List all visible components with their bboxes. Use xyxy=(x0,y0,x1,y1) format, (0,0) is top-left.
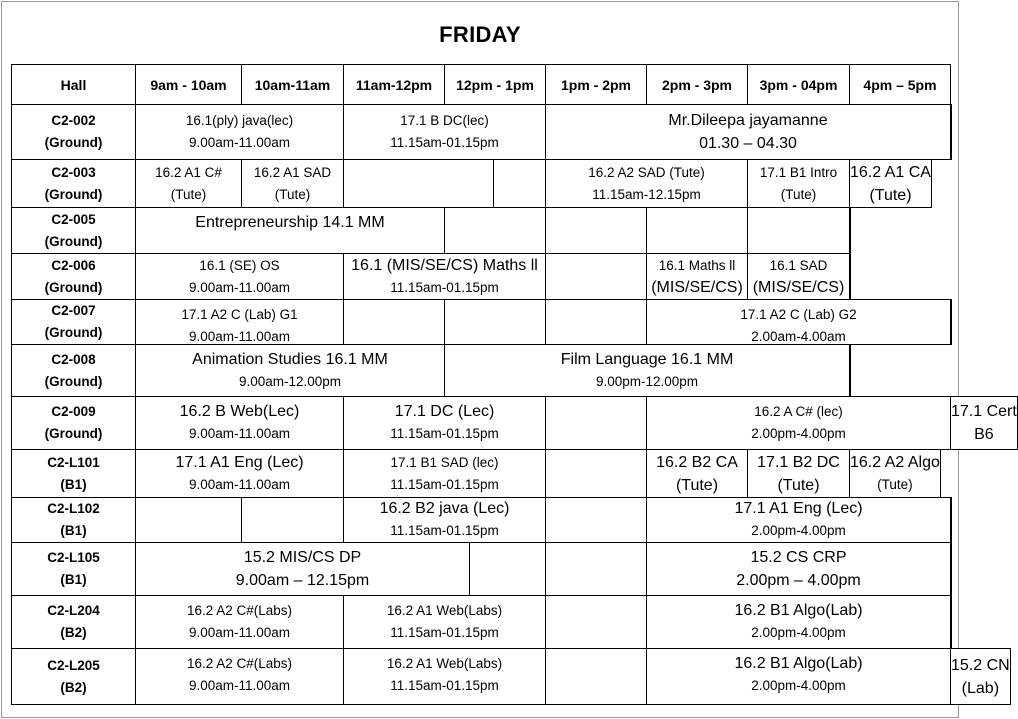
class-session-cell xyxy=(135,344,445,397)
empty-slot-cell xyxy=(849,207,851,254)
empty-slot-cell xyxy=(950,595,952,649)
class-session-cell xyxy=(849,159,932,208)
hall-cell xyxy=(11,104,136,160)
header-label: 11am-12pm xyxy=(355,76,433,93)
class-session-cell xyxy=(444,344,850,397)
header-label: 10am-11am xyxy=(254,76,331,93)
class-session-cell xyxy=(343,253,546,300)
header-label: 12pm - 1pm xyxy=(456,76,534,93)
hall-location: (Ground) xyxy=(44,373,103,389)
class-session-cell xyxy=(646,396,951,450)
session-detail: 9.00am – 12.15pm xyxy=(235,572,370,589)
header-label: 9am - 10am xyxy=(150,76,227,93)
session-detail: (Lab) xyxy=(961,679,1000,697)
class-session-cell xyxy=(545,159,748,208)
class-session-cell xyxy=(135,207,445,254)
session-title: 15.2 MIS/CS DP xyxy=(243,549,362,566)
empty-slot-cell xyxy=(241,497,344,543)
empty-slot-cell xyxy=(950,299,952,345)
hall-cell xyxy=(11,253,136,300)
empty-slot-cell xyxy=(950,104,952,160)
hall-location: (B1) xyxy=(60,523,87,538)
session-title: Animation Studies 16.1 MM xyxy=(192,350,388,368)
empty-slot-cell xyxy=(950,497,952,543)
time-slot-header xyxy=(545,64,647,105)
empty-slot-cell xyxy=(545,396,647,450)
hall-cell xyxy=(11,449,136,498)
time-slot-header xyxy=(343,64,445,105)
empty-slot-cell xyxy=(343,299,445,345)
hall-code: C2-005 xyxy=(51,211,96,227)
session-detail: B6 xyxy=(974,426,994,443)
class-session-cell xyxy=(646,648,951,705)
session-detail: 9.00pm-12.00pm xyxy=(595,373,699,389)
empty-slot-cell xyxy=(545,542,647,596)
hall-cell xyxy=(11,299,136,345)
hall-code: C2-L101 xyxy=(47,454,100,470)
empty-slot-cell xyxy=(343,159,494,208)
session-detail: 01.30 – 04.30 xyxy=(699,135,797,152)
session-detail: 11.15am-01.15pm xyxy=(390,279,499,295)
session-title: 17.1 A1 Eng (Lec) xyxy=(734,500,863,517)
empty-slot-cell xyxy=(444,207,546,254)
hall-cell xyxy=(11,595,136,649)
session-detail: 9.00am-11.00am xyxy=(188,135,291,150)
session-detail: (Tute) xyxy=(877,476,913,492)
hall-location: (B1) xyxy=(60,572,87,587)
session-detail: 11.15am-12.15pm xyxy=(592,186,701,202)
hall-location: (Ground) xyxy=(44,233,103,249)
class-session-cell xyxy=(343,497,546,543)
hall-location: (Ground) xyxy=(44,135,103,150)
class-session-cell xyxy=(646,253,748,300)
session-detail: 11.15am-01.15pm xyxy=(390,678,499,693)
empty-slot-cell xyxy=(950,542,952,596)
session-title: 17.1 B DC(lec) xyxy=(400,113,489,128)
session-detail: 2.00pm-4.00pm xyxy=(751,678,846,693)
session-detail: 9.00am-11.00am xyxy=(188,625,291,640)
class-session-cell xyxy=(343,104,546,160)
time-slot-header xyxy=(444,64,546,105)
session-detail: (Tute) xyxy=(777,476,820,494)
session-detail: 9.00am-11.00am xyxy=(188,426,291,441)
class-session-cell xyxy=(241,159,344,208)
session-detail: 11.15am-01.15pm xyxy=(390,625,499,640)
session-title: 16.2 B2 java (Lec) xyxy=(379,500,510,517)
session-detail: (MIS/SE/CS) xyxy=(752,278,845,296)
session-title: 17.1 A1 Eng (Lec) xyxy=(175,453,304,471)
session-detail: 9.00am-11.00am xyxy=(188,678,291,693)
class-session-cell xyxy=(950,648,1011,705)
hall-code: C2-003 xyxy=(51,164,96,180)
time-slot-header xyxy=(646,64,748,105)
session-title: 16.2 A1 SAD xyxy=(253,164,332,180)
empty-slot-cell xyxy=(646,207,748,254)
empty-slot-cell xyxy=(545,299,647,345)
empty-slot-cell xyxy=(545,648,647,705)
session-detail: 9.00am-11.00am xyxy=(188,476,291,492)
class-session-cell xyxy=(343,648,546,705)
hall-cell xyxy=(11,648,136,705)
session-detail: 9.00am-11.00am xyxy=(188,279,291,295)
header-label: 2pm - 3pm xyxy=(661,76,732,93)
session-detail: 11.15am-01.15pm xyxy=(390,135,499,150)
class-session-cell xyxy=(747,253,850,300)
session-detail: (Tute) xyxy=(780,186,817,202)
session-title: 16.2 A1 Web(Labs) xyxy=(386,603,503,618)
time-slot-header xyxy=(849,64,951,105)
class-session-cell xyxy=(747,449,850,498)
empty-slot-cell xyxy=(135,497,242,543)
class-session-cell xyxy=(646,542,951,596)
hall-cell xyxy=(11,159,136,208)
class-session-cell xyxy=(135,396,344,450)
class-session-cell xyxy=(646,497,951,543)
session-title: 17.1 A2 C (Lab) G2 xyxy=(740,307,857,322)
session-title: 16.1 SAD xyxy=(769,257,828,273)
class-session-cell xyxy=(950,396,1018,450)
class-session-cell xyxy=(343,396,546,450)
empty-slot-cell xyxy=(849,344,851,397)
hall-code: C2-L204 xyxy=(47,603,100,618)
class-session-cell xyxy=(135,449,344,498)
empty-slot-cell xyxy=(493,159,546,208)
hall-location: (Ground) xyxy=(44,325,103,340)
session-title: 16.2 B Web(Lec) xyxy=(179,403,300,420)
empty-slot-cell xyxy=(545,497,647,543)
hall-column-header xyxy=(11,64,136,105)
session-title: 16.2 A C# (lec) xyxy=(754,404,843,419)
class-session-cell xyxy=(135,595,344,649)
hall-location: (Ground) xyxy=(44,279,103,295)
session-title: 16.2 A1 Web(Labs) xyxy=(386,656,503,671)
session-title: 16.2 B1 Algo(Lab) xyxy=(734,655,863,672)
session-title: 17.1 B1 Intro xyxy=(759,164,838,180)
session-detail: 2.00am-4.00am xyxy=(751,329,846,344)
class-session-cell xyxy=(747,159,850,208)
hall-code: C2-006 xyxy=(51,257,96,273)
hall-cell xyxy=(11,542,136,596)
empty-slot-cell xyxy=(545,449,647,498)
empty-slot-cell xyxy=(444,299,546,345)
session-detail: 11.15am-01.15pm xyxy=(390,523,499,538)
hall-code: C2-007 xyxy=(51,303,96,318)
hall-code: C2-L205 xyxy=(47,657,100,673)
hall-cell xyxy=(11,497,136,543)
class-session-cell xyxy=(343,449,546,498)
session-title: 16.2 A1 CA xyxy=(850,163,931,181)
session-detail: 9.00am-12.00pm xyxy=(238,373,342,389)
session-title: 16.1 (SE) OS xyxy=(199,257,280,273)
session-title: 17.1 B1 SAD (lec) xyxy=(390,454,499,470)
session-title: 16.2 B2 CA xyxy=(656,453,738,471)
class-session-cell xyxy=(135,299,344,345)
session-detail: 9.00am-11.00am xyxy=(188,329,291,344)
hall-code: C2-002 xyxy=(51,113,96,128)
session-title: 17.1 B2 DC xyxy=(757,453,840,471)
class-session-cell xyxy=(135,104,344,160)
hall-cell xyxy=(11,207,136,254)
session-title: 17.1 Cert xyxy=(951,403,1017,420)
session-title: 16.1(ply) java(lec) xyxy=(185,113,294,128)
class-session-cell xyxy=(646,449,748,498)
empty-slot-cell xyxy=(849,253,851,300)
hall-code: C2-L105 xyxy=(47,550,100,565)
session-title: Film Language 16.1 MM xyxy=(560,350,734,368)
page-title: FRIDAY xyxy=(439,22,521,47)
session-detail: 2.00pm-4.00pm xyxy=(751,426,846,441)
hall-code: C2-009 xyxy=(51,404,96,419)
session-detail: (MIS/SE/CS) xyxy=(651,278,743,296)
session-title: 15.2 CN xyxy=(951,656,1010,674)
hall-code: C2-008 xyxy=(51,351,96,367)
hall-location: (B2) xyxy=(60,679,87,695)
hall-cell xyxy=(11,396,136,450)
class-session-cell xyxy=(849,449,941,498)
session-title: 17.1 A2 C (Lab) G1 xyxy=(181,307,298,322)
hall-cell xyxy=(11,344,136,397)
class-session-cell xyxy=(135,159,242,208)
hall-code: C2-L102 xyxy=(47,501,100,516)
header-label: 4pm – 5pm xyxy=(863,76,937,93)
class-session-cell xyxy=(343,595,546,649)
session-detail: 2.00pm-4.00pm xyxy=(751,523,846,538)
hall-location: (Ground) xyxy=(44,426,103,441)
class-session-cell xyxy=(545,104,951,160)
empty-slot-cell xyxy=(469,542,546,596)
hall-location: (B1) xyxy=(60,476,87,492)
header-label: Hall xyxy=(60,76,87,93)
session-detail: 2.00pm-4.00pm xyxy=(751,625,846,640)
empty-slot-cell xyxy=(545,253,647,300)
session-detail: 11.15am-01.15pm xyxy=(390,476,499,492)
session-detail: (Tute) xyxy=(869,186,912,204)
session-title: 16.2 A2 SAD (Tute) xyxy=(588,164,705,180)
time-slot-header xyxy=(241,64,344,105)
class-session-cell xyxy=(135,542,470,596)
header-label: 3pm - 04pm xyxy=(759,76,838,93)
time-slot-header xyxy=(747,64,850,105)
session-title: 17.1 DC (Lec) xyxy=(394,403,495,420)
session-detail: (Tute) xyxy=(274,186,311,202)
session-title: 16.1 (MIS/SE/CS) Maths ll xyxy=(351,256,538,274)
session-title: 16.2 A2 Algo xyxy=(850,453,940,471)
time-slot-header xyxy=(135,64,242,105)
header-label: 1pm - 2pm xyxy=(560,76,631,93)
empty-slot-cell xyxy=(747,207,850,254)
session-title: 16.2 A2 C#(Labs) xyxy=(186,603,293,618)
session-title: 16.2 B1 Algo(Lab) xyxy=(734,602,863,619)
hall-location: (B2) xyxy=(60,625,87,640)
session-detail: (Tute) xyxy=(170,186,207,202)
session-title: 16.1 Maths ll xyxy=(658,257,736,273)
empty-slot-cell xyxy=(545,207,647,254)
class-session-cell xyxy=(135,648,344,705)
hall-location: (Ground) xyxy=(44,186,103,202)
session-title: Mr.Dileepa jayamanne xyxy=(668,112,828,129)
empty-slot-cell xyxy=(545,595,647,649)
class-session-cell xyxy=(646,595,951,649)
session-detail: 11.15am-01.15pm xyxy=(390,426,499,441)
session-detail: (Tute) xyxy=(675,476,719,494)
session-title: 15.2 CS CRP xyxy=(750,549,847,566)
session-title: 16.2 A2 C#(Labs) xyxy=(186,656,293,671)
class-session-cell xyxy=(646,299,951,345)
session-detail: 2.00pm – 4.00pm xyxy=(736,572,861,589)
session-title: 16.2 A1 C# xyxy=(155,164,222,180)
class-session-cell xyxy=(135,253,344,300)
session-title: Entrepreneurship 14.1 MM xyxy=(195,214,385,231)
